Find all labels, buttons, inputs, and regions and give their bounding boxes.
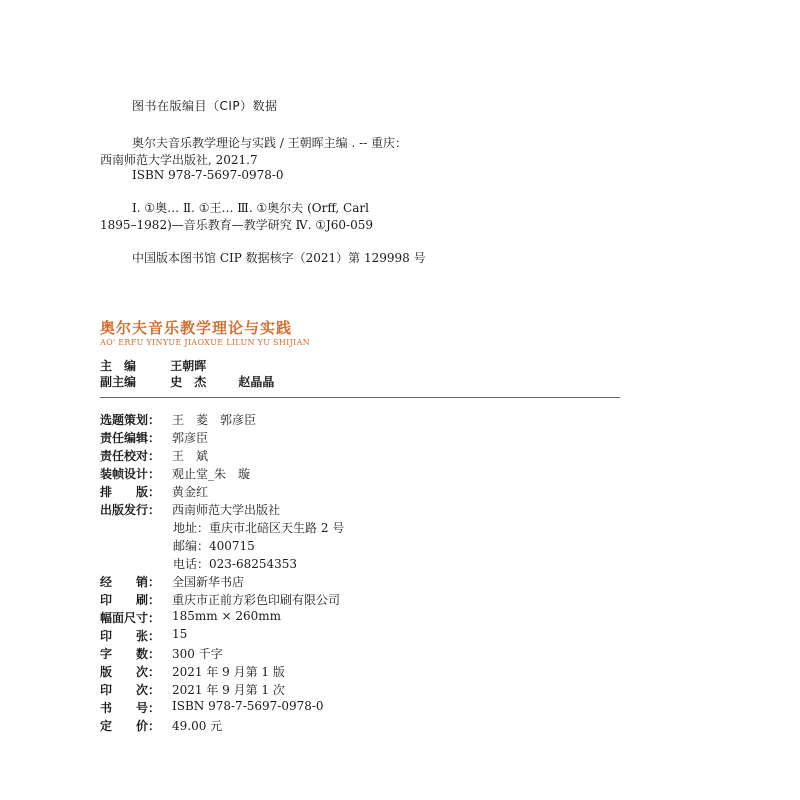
info-label: 定 价：: [100, 719, 161, 733]
info-row: [100, 699, 324, 716]
info-row: [100, 645, 223, 662]
info-label: 印 刷：: [100, 593, 161, 607]
info-label: 幅面尺寸：: [100, 611, 161, 625]
info-row: [100, 717, 222, 734]
cip-line: Ⅰ. ①奥… Ⅱ. ①王… Ⅲ. ①奥尔夫 (Orff, Carl: [132, 201, 369, 215]
cip-line: 1895–1982)—音乐教育—教学研究 Ⅳ. ①J60-059: [100, 218, 373, 232]
info-value: 300 千字: [172, 647, 223, 661]
info-value: 全国新华书店: [172, 575, 245, 589]
info-label: 责任校对：: [100, 449, 161, 463]
info-value: 郭彦臣: [172, 431, 209, 445]
info-row: [100, 465, 250, 482]
info-label: 版 次：: [100, 665, 161, 679]
info-row: [100, 573, 244, 590]
cip-heading: 图书在版编目（CIP）数据: [132, 99, 278, 113]
info-value: 观止堂_朱 璇: [172, 467, 251, 481]
info-label: 装帧设计：: [100, 467, 161, 481]
cip-line: ISBN 978-7-5697-0978-0: [132, 168, 284, 182]
cip-line: 奥尔夫音乐教学理论与实践 / 王朝晖主编 . -- 重庆：: [132, 136, 408, 150]
chief-editor-line: [100, 357, 206, 374]
info-value: 王 斌: [172, 449, 209, 463]
publisher-zip: 邮编：400715: [173, 539, 255, 553]
info-row: [100, 591, 340, 608]
info-row: [100, 627, 187, 644]
info-label: 选题策划：: [100, 413, 161, 427]
cip-line: 中国版本图书馆 CIP 数据核字（2021）第 129998 号: [132, 251, 426, 265]
info-row: [100, 411, 256, 428]
info-value: 黄金红: [172, 485, 209, 499]
info-row: [100, 429, 208, 446]
info-label: 责任编辑：: [100, 431, 161, 445]
deputy-editor-line: [100, 373, 274, 390]
info-label: 书 号：: [100, 701, 161, 715]
info-value: 15: [172, 627, 188, 641]
info-row: [100, 681, 285, 698]
info-label: 印 次：: [100, 683, 161, 697]
info-label: 经 销：: [100, 575, 161, 589]
info-label: 字 数：: [100, 647, 161, 661]
info-value: 重庆市正前方彩色印刷有限公司: [172, 593, 341, 607]
deputy-editor-name: 史 杰: [170, 375, 207, 389]
book-pinyin: AO' ERFU YINYUE JIAOXUE LILUN YU SHIJIAN: [100, 338, 310, 347]
publisher-address: 地址：重庆市北碚区天生路 2 号: [173, 521, 345, 535]
info-row: [100, 483, 208, 500]
info-value: 王 菱 郭彦臣: [172, 413, 257, 427]
chief-editor-label: 主 编: [100, 359, 137, 373]
info-value: ISBN 978-7-5697-0978-0: [172, 699, 324, 713]
divider: [100, 397, 620, 398]
deputy-editor-name: 赵晶晶: [238, 375, 275, 389]
publisher-phone: 电话：023-68254353: [173, 557, 298, 571]
info-value: 2021 年 9 月第 1 次: [172, 683, 285, 697]
info-row: [100, 609, 281, 626]
info-value: 49.00 元: [172, 719, 223, 733]
info-value: 2021 年 9 月第 1 版: [172, 665, 285, 679]
chief-editor-name: 王朝晖: [170, 359, 207, 373]
info-value: 西南师范大学出版社: [172, 503, 281, 517]
cip-line: 西南师范大学出版社, 2021.7: [100, 153, 258, 167]
info-label: 排 版：: [100, 485, 161, 499]
info-row: [100, 501, 280, 518]
info-row: [100, 447, 208, 464]
deputy-editor-label: 副主编: [100, 375, 137, 389]
info-value: 185mm × 260mm: [172, 609, 282, 623]
info-label: 印 张：: [100, 629, 161, 643]
info-row: [100, 663, 285, 680]
info-label: 出版发行：: [100, 503, 161, 517]
book-title: 奥尔夫音乐教学理论与实践: [100, 319, 293, 337]
